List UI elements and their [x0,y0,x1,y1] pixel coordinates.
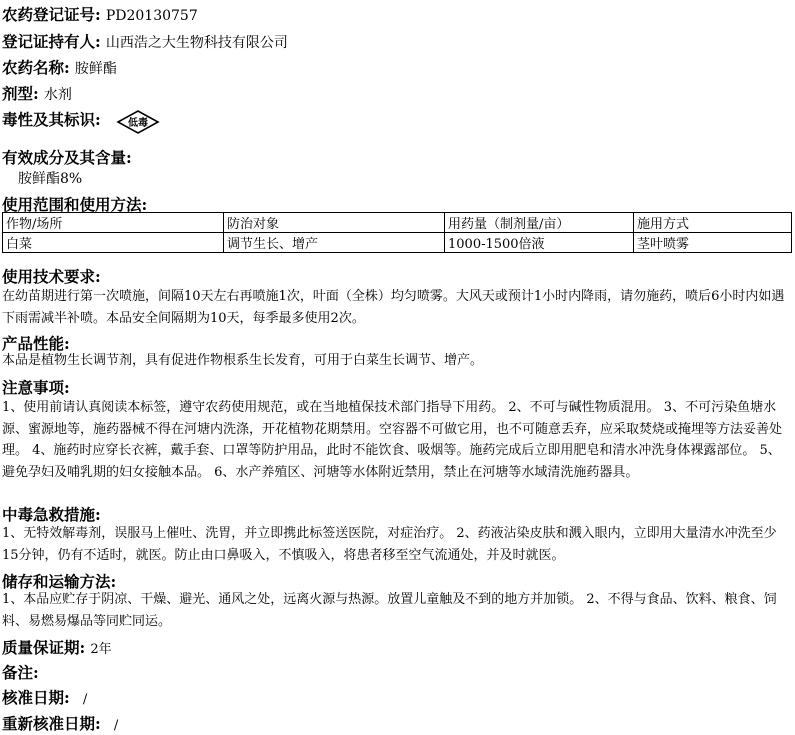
remarks-label: 备注: [2,663,39,682]
formulation-label: 剂型: [2,84,39,103]
first-aid-label: 中毒急救措施: [2,505,101,524]
formulation-line [2,82,72,104]
active-ingredient-heading [2,146,132,168]
usage-table-header-row [3,213,792,233]
low-toxicity-badge [116,109,160,135]
warranty-label: 质量保证期: [2,638,86,657]
usage-cell-target: 调节生长、增产 [224,233,445,253]
pesticide-name-label: 农药名称: [2,58,70,77]
storage-label: 储存和运输方法: [2,572,117,591]
warranty-value: 2年 [90,642,112,657]
registration-holder-value: 山西浩之大生物科技有限公司 [105,35,288,51]
approval-date-value: / [82,692,88,707]
formulation-value: 水剂 [43,87,72,103]
first-aid-heading [2,503,101,525]
table-row [3,233,792,253]
usage-cell-crop: 白菜 [3,233,224,253]
usage-header-dosage: 用药量（制剂量/亩） [445,213,634,233]
technique-label: 使用技术要求: [2,267,101,286]
first-aid-text: 1、无特效解毒剂，误服马上催吐、洗胃，并立即携此标签送医院，对症治疗。 2、药液沾染皮肤和溅入眼内，立即用大量清水冲洗至少15分钟，仍有不适时，就医。防止由口鼻吸入，不慎吸入，将患者移至空气流通处，并及时就医。 [2,526,777,563]
storage-text: 1、本品应贮存于阴凉、干燥、避光、通风之处，远离火源与热源。放置儿童触及不到的地方并加锁。 2、不得与食品、饮料、粮食、饲料、易燃易爆品等同贮同运。 [2,592,777,629]
usage-header-crop: 作物/场所 [3,213,224,233]
remarks-line [2,661,39,683]
precautions-label: 注意事项: [2,378,70,397]
performance-label: 产品性能: [2,334,70,353]
active-ingredient-value: 胺鲜酯8% [18,171,83,187]
usage-table [2,212,792,253]
toxicity-label: 毒性及其标识: [2,110,101,129]
performance-text: 本品是植物生长调节剂，具有促进作物根系生长发育，可用于白菜生长调节、增产。 [2,353,484,368]
registration-holder-label: 登记证持有人: [2,32,101,51]
pesticide-name-value: 胺鲜酯 [74,61,117,77]
warranty-line [2,636,112,658]
usage-header-method: 施用方式 [634,213,792,233]
usage-label: 使用范围和使用方法: [2,195,148,214]
reapproval-date-line [2,712,118,734]
low-toxicity-text: 低毒 [128,118,148,129]
precautions-heading [2,376,70,398]
approval-date-label: 核准日期: [2,688,70,707]
approval-date-line [2,686,87,708]
usage-header-target: 防治对象 [224,213,445,233]
precautions-text: 1、使用前请认真阅读本标签，遵守农药使用规范，或在当地植保技术部门指导下用药。 2、不可与碱性物质混用。 3、不可污染鱼塘水源、蜜源地等，施药器械不得在河塘内洗涤，开花植物花期禁用。空容器不可做它用，也不可随意丢弃，应采取焚烧或掩埋等方法妥善处理。 4、施药时应穿长衣裤，戴手套、口罩等防护用品，此时不能饮食、吸烟等。施药完成后立即用肥皂和清水冲洗身体裸露部位。 5、避免孕妇及哺乳期的妇女接触本品。 6、水产养殖区、河塘等水体附近禁用，禁止在河塘等水域清洗施药器具。 [2,400,783,480]
technique-text: 在幼苗期进行第一次喷施，间隔10天左右再喷施1次，叶面（全株）均匀喷雾。大风天或预计1小时内降雨，请勿施药，喷后6小时内如遇下雨需减半补喷。本品安全间隔期为10天，每季最多使用2次。 [2,289,785,326]
reapproval-date-value: / [113,718,119,733]
active-ingredient-value-line [18,168,82,188]
reapproval-date-label: 重新核准日期: [2,714,101,733]
pesticide-name-line [2,56,117,78]
active-ingredient-label: 有效成分及其含量: [2,148,132,167]
registration-number-label: 农药登记证号: [2,5,101,24]
registration-holder-line [2,30,288,52]
usage-cell-method: 茎叶喷雾 [634,233,792,253]
toxicity-line [2,108,101,130]
usage-cell-dosage: 1000-1500倍液 [445,233,634,253]
registration-number-value: PD20130757 [105,8,198,24]
technique-heading [2,265,101,287]
registration-number-line [2,3,198,25]
